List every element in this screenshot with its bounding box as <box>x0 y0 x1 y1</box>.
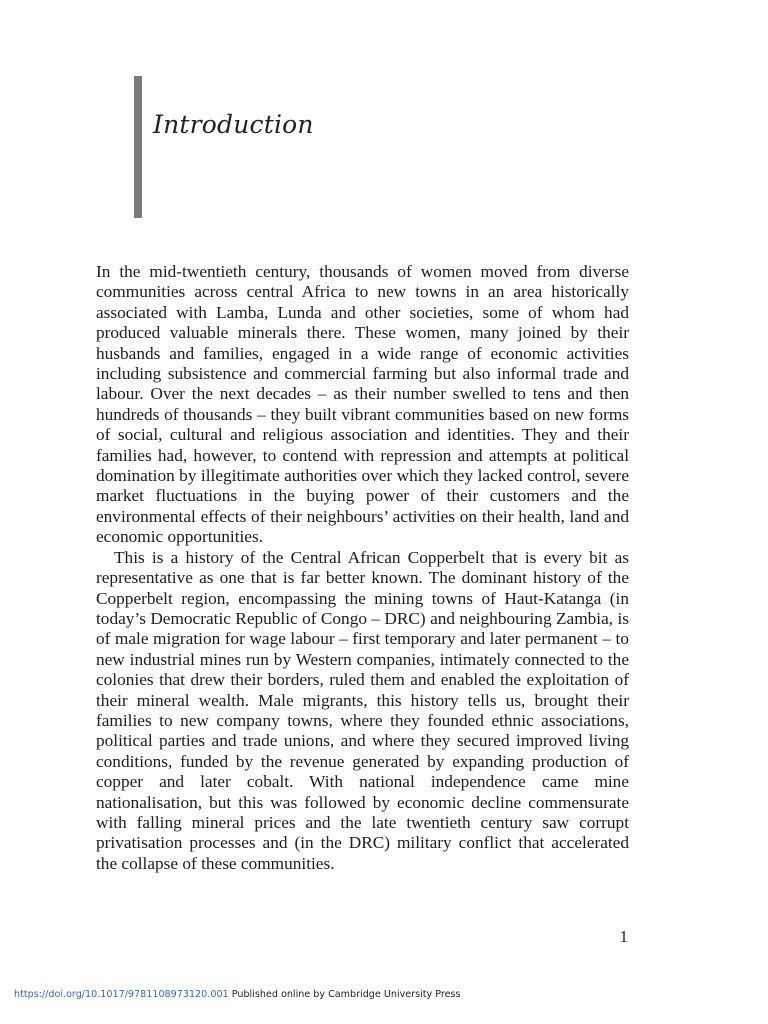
body-text <box>96 262 629 874</box>
paragraph-2: This is a history of the Central African Copperbelt that is every bit as representative as one that is far better known. The dominant history of the Copperbelt region, encompassing the mining towns of Haut-Katanga (in today’s Democratic Republic of Congo – DRC) and neighbouring Zambia, is of male migration for wage labour – first temporary and later permanent – to new industrial mines run by Western companies, intimately connected to the colonies that drew their borders, ruled them and enabled the exploitation of their mineral wealth. Male migrants, this history tells us, brought their families to new company towns, where they founded ethnic associations, political parties and trade unions, and where they secured improved living conditions, funded by the revenue generated by expanding production of copper and later cobalt. With national independence came mine nationalisation, but this was followed by economic decline commensurate with falling mineral prices and the late twentieth century saw corrupt privatisation processes and (in the DRC) military conflict that accelerated the collapse of these communities. <box>96 547 629 873</box>
page-number: 1 <box>619 927 628 946</box>
chapter-accent-bar <box>134 76 142 218</box>
doi-link[interactable]: https://doi.org/10.1017/9781108973120.001 <box>14 989 229 1000</box>
footer <box>14 989 461 1000</box>
chapter-title: Introduction <box>153 110 314 139</box>
paragraph-1: In the mid-twentieth century, thousands of women moved from diverse communities across central Africa to new towns in an area historically associated with Lamba, Lunda and other societies, some of whom had produced valuable minerals there. These women, many joined by their husbands and families, engaged in a wide range of economic activities including subsistence and commercial farming but also informal trade and labour. Over the next decades – as their number swelled to tens and then hundreds of thousands – they built vibrant communities based on new forms of social, cultural and religious association and identities. They and their families had, however, to contend with repression and attempts at political domination by illegitimate authorities over which they lacked control, severe market fluctuations in the buying power of their customers and the environmental effects of their neighbours’ activities on their health, land and economic opportunities. <box>96 262 629 547</box>
publisher-note: Published online by Cambridge University Press <box>231 989 461 1000</box>
